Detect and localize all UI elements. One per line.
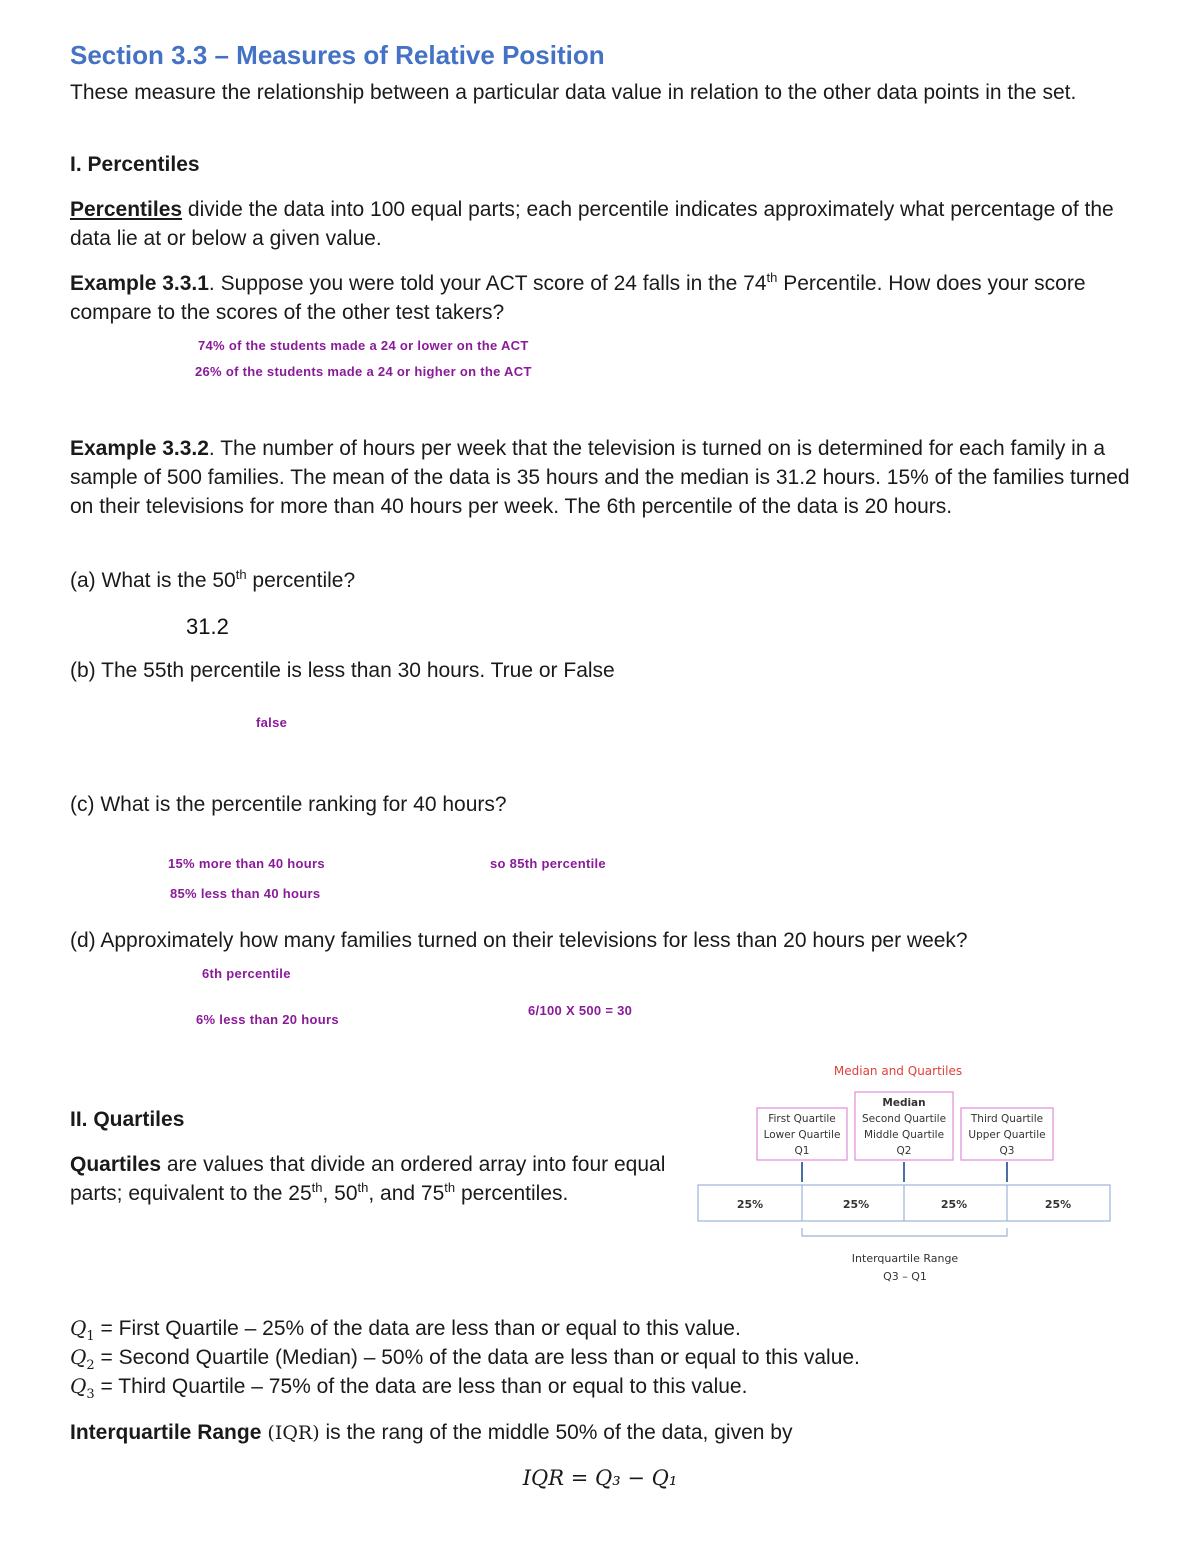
q1-symbol: Q <box>70 1316 87 1340</box>
quartiles-definition <box>70 1150 700 1208</box>
question-a-pre: (a) What is the 50 <box>70 569 236 592</box>
example-3-3-1 <box>70 269 1135 327</box>
iqr-bracket <box>802 1228 1007 1236</box>
q2-symbol: Q <box>70 1345 87 1369</box>
percentiles-definition-text: divide the data into 100 equal parts; each percentile indicates approximately what percentage of the data lie at or below a given value. <box>70 198 1114 250</box>
box3-line3: Q3 <box>999 1145 1015 1157</box>
quartiles-def-b: , 50 <box>322 1182 358 1205</box>
example-3-3-1-label: Example 3.3.1 <box>70 272 209 295</box>
answer-d-1: 6th percentile <box>202 966 291 981</box>
quartiles-term: Quartiles <box>70 1153 162 1176</box>
box3-line1: Third Quartile <box>970 1113 1044 1125</box>
box2-title: Median <box>882 1097 926 1109</box>
example-3-3-2-text: . The number of hours per week that the television is turned on is determined for each family in a sample of 500 families. The mean of the data is 35 hours and the median is 31.2 hours. 15% of the families turned on their televisions for more than 40 hours per week. The 6th percentile of the data is 20 hours. <box>70 437 1130 518</box>
iqr-formula: IQR = Q₃ − Q₁ <box>522 1466 678 1490</box>
q3-definition <box>70 1372 747 1409</box>
answer-c-1: 15% more than 40 hours <box>168 856 325 871</box>
iqr-diagram-formula: Q3 – Q1 <box>883 1270 927 1283</box>
quartiles-sup-2: th <box>357 1180 369 1195</box>
example-3-3-1-text-a: . Suppose you were told your ACT score of 24 falls in the 74 <box>208 272 767 295</box>
question-c: (c) What is the percentile ranking for 40 hours? <box>70 793 507 816</box>
segment-3: 25% <box>940 1198 968 1211</box>
q3-text: = Third Quartile – 75% of the data are less than or equal to this value. <box>94 1375 748 1398</box>
question-a-post: percentile? <box>246 569 356 592</box>
box1-line3: Q1 <box>794 1145 810 1157</box>
iqr-label: Interquartile Range <box>851 1252 959 1265</box>
box2-line3: Q2 <box>896 1145 912 1157</box>
answer-c-3: so 85th percentile <box>490 856 606 871</box>
handwritten-answer-26: 26% of the students made a 24 or higher on the ACT <box>195 364 532 379</box>
iqr-definition <box>70 1418 792 1448</box>
diagram-title: Median and Quartiles <box>833 1064 963 1078</box>
median-quartiles-diagram <box>690 1058 1120 1298</box>
box2-line1: Second Quartile <box>861 1113 947 1125</box>
box3-line2: Upper Quartile <box>968 1129 1046 1141</box>
percentiles-definition <box>70 195 1135 253</box>
percentiles-heading: I. Percentiles <box>70 153 200 176</box>
answer-a: 31.2 <box>186 614 229 639</box>
box1-line2: Lower Quartile <box>763 1129 841 1141</box>
question-b: (b) The 55th percentile is less than 30 hours. True or False <box>70 659 615 682</box>
quartiles-def-a: are values that divide an ordered array into four equal parts; equivalent to the 25 <box>70 1153 666 1205</box>
quartiles-sup-1: th <box>311 1180 323 1195</box>
answer-c-2: 85% less than 40 hours <box>170 886 321 901</box>
q2-text: = Second Quartile (Median) – 50% of the data are less than or equal to this value. <box>94 1346 860 1369</box>
quartiles-def-c: , and 75 <box>368 1182 445 1205</box>
q3-symbol: Q <box>70 1374 87 1398</box>
quartiles-heading: II. Quartiles <box>70 1108 185 1131</box>
intro-paragraph: These measure the relationship between a particular data value in relation to the other data points in the set. <box>70 81 1077 104</box>
example-3-3-2 <box>70 434 1130 521</box>
example-3-3-1-text-b: Percentile. How does your score compare to the scores of the other test takers? <box>70 272 1086 324</box>
question-d: (d) Approximately how many families turned on their televisions for less than 20 hours per week? <box>70 929 968 952</box>
q1-text: = First Quartile – 25% of the data are less than or equal to this value. <box>94 1317 741 1340</box>
iqr-text: is the rang of the middle 50% of the data, given by <box>319 1421 793 1444</box>
example-3-3-2-label: Example 3.3.2 <box>70 437 209 460</box>
q1-subscript: 1 <box>86 1329 95 1345</box>
segment-2: 25% <box>842 1198 870 1211</box>
iqr-abbr: (IQR) <box>261 1422 320 1444</box>
question-a <box>70 566 1135 595</box>
iqr-term: Interquartile Range <box>70 1421 262 1444</box>
answer-b: false <box>256 715 288 730</box>
example-3-3-1-sup: th <box>766 270 778 285</box>
percentiles-term: Percentiles <box>70 198 183 221</box>
segment-4: 25% <box>1044 1198 1072 1211</box>
question-a-sup: th <box>235 567 247 582</box>
median-quartiles-svg <box>690 1058 1120 1298</box>
answer-d-2: 6% less than 20 hours <box>196 1012 339 1027</box>
handwritten-answer-74: 74% of the students made a 24 or lower on the ACT <box>198 338 529 353</box>
quartiles-def-d: percentiles. <box>455 1182 569 1205</box>
answer-d-3: 6/100 X 500 = 30 <box>528 1003 633 1018</box>
box1-line1: First Quartile <box>768 1113 836 1125</box>
box2-line2: Middle Quartile <box>863 1129 945 1141</box>
q3-subscript: 3 <box>86 1387 95 1403</box>
quartiles-sup-3: th <box>444 1180 456 1195</box>
segment-1: 25% <box>736 1198 764 1211</box>
q2-subscript: 2 <box>86 1358 95 1374</box>
page-title: Section 3.3 – Measures of Relative Position <box>70 40 605 70</box>
